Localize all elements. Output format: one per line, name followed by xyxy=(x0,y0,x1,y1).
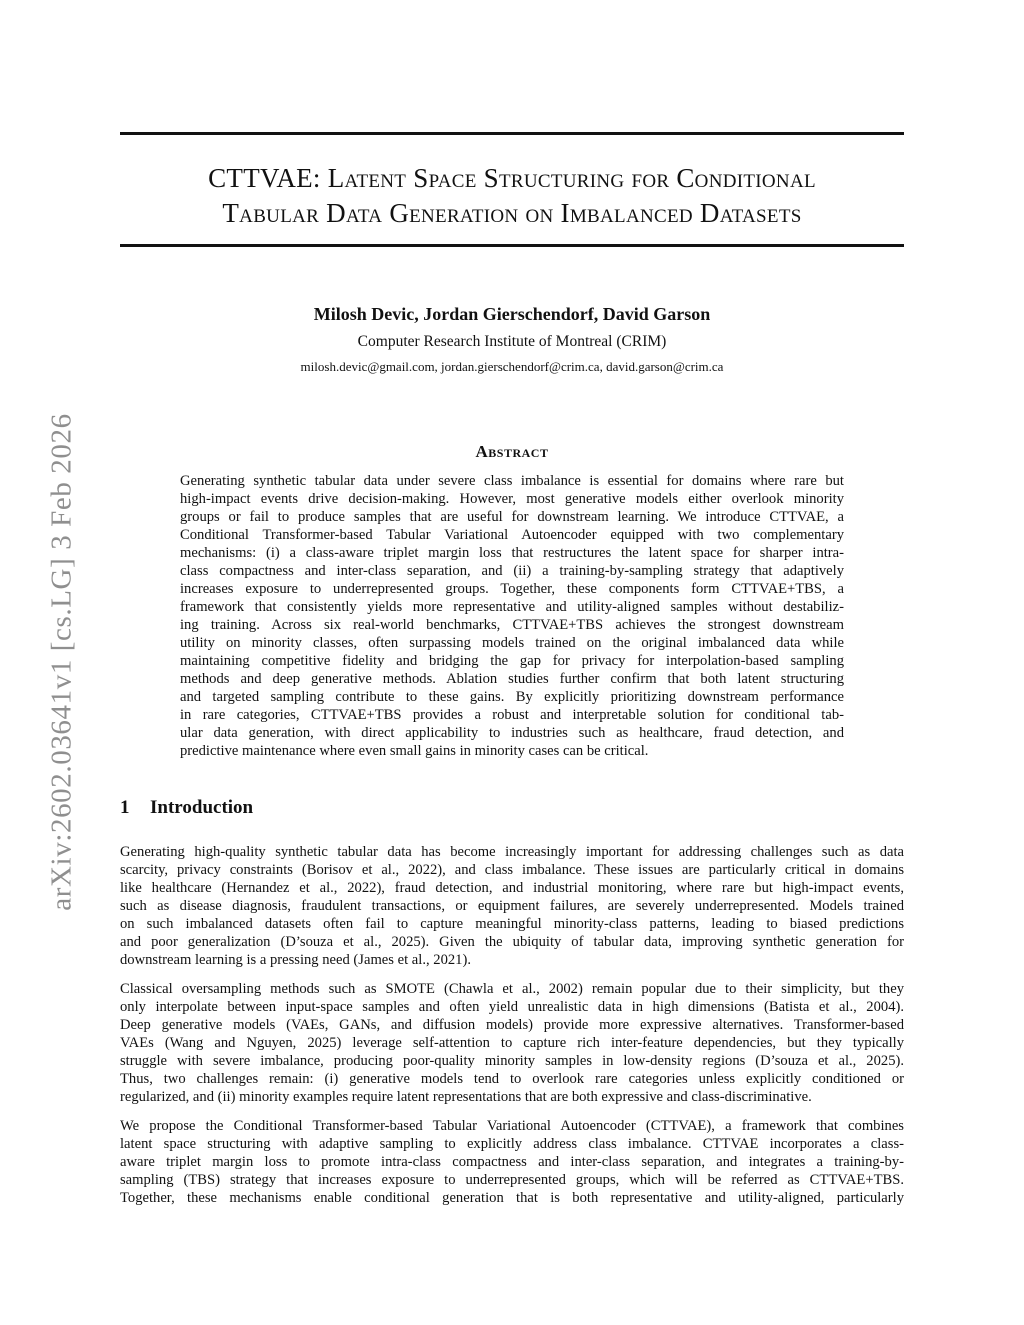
paragraph-line: regularized, and (ii) minority examples require latent representations that are both expressive and class-discriminative. xyxy=(120,1089,812,1105)
abstract-line: ing training. Across six real-world benchmarks, CTTVAE+TBS achieves the strongest downstream xyxy=(180,617,844,633)
arxiv-identifier-stamp: arXiv:2602.03641v1 [cs.LG] 3 Feb 2026 xyxy=(45,413,78,911)
abstract-line: predictive maintenance where even small gains in minority cases can be critical. xyxy=(180,743,649,759)
abstract-line: utility on minority classes, often surpassing models trained on the original imbalanced data while xyxy=(180,635,844,651)
abstract-line: class compactness and inter-class separation, and (ii) a training-by-sampling strategy that adaptively xyxy=(180,563,844,579)
paragraph-line: Thus, two challenges remain: (i) generative models tend to overlook rare categories unless explicitly conditioned or xyxy=(120,1071,904,1087)
paragraph-line: Classical oversampling methods such as SMOTE (Chawla et al., 2002) remain popular due to their simplicity, but they xyxy=(120,981,904,997)
section-title: Introduction xyxy=(150,797,254,818)
abstract-line: framework that consistently yields more representative and utility-aligned samples without destabiliz- xyxy=(180,599,844,615)
abstract-line: ular data generation, with direct applicability to industries such as healthcare, fraud detection, and xyxy=(180,725,844,741)
abstract-line: mechanisms: (i) a class-aware triplet margin loss that restructures the latent space for sharper intra- xyxy=(180,545,844,561)
paragraph-line: latent space structuring with adaptive sampling to explicitly address class imbalance. CTTVAE incorporates a class- xyxy=(120,1136,904,1152)
abstract-line: maintaining competitive fidelity and bridging the gap for privacy for interpolation-based sampling xyxy=(180,653,844,669)
paragraph-line: Together, these mechanisms enable conditional generation that is both representative and utility-aligned, particularly xyxy=(120,1190,904,1206)
affiliation: Computer Research Institute of Montreal (CRIM) xyxy=(357,333,667,350)
paragraph-line: Deep generative models (VAEs, GANs, and diffusion models) provide more expressive alternatives. Transformer-based xyxy=(120,1017,904,1033)
paragraph-line: scarcity, privacy constraints (Borisov et al., 2022), and class imbalance. These issues are particularly critical in domains xyxy=(120,862,904,878)
paragraph-line: VAEs (Wang and Nguyen, 2025) leverage self-attention to capture rich inter-feature dependencies, but they typically xyxy=(120,1035,904,1051)
abstract-line: Conditional Transformer-based Tabular Variational Autoencoder equipped with two complementary xyxy=(180,527,844,543)
abstract-line: and targeted sampling contribute to these gains. By explicitly prioritizing downstream performance xyxy=(180,689,844,705)
author-list: Milosh Devic, Jordan Gierschendorf, David Garson xyxy=(313,304,711,324)
title-bottom-rule xyxy=(120,244,904,247)
section-number: 1 xyxy=(120,797,130,818)
abstract-line: Generating synthetic tabular data under severe class imbalance is essential for domains where rare but xyxy=(180,473,844,489)
abstract-line: in rare categories, CTTVAE+TBS provides a robust and interpretable solution for conditional tab- xyxy=(180,707,844,723)
paragraph-line: and poor generalization (D’souza et al., 2025). Given the ubiquity of tabular data, improving synthetic generation for xyxy=(120,934,904,950)
paragraph-line: Generating high-quality synthetic tabular data has become increasingly important for addressing challenges such as data xyxy=(120,844,904,860)
paragraph-line: sampling (TBS) strategy that increases exposure to underrepresented groups, which will be referred as CTTVAE+TBS. xyxy=(120,1172,904,1188)
paragraph-line: such as disease diagnosis, fraudulent transactions, or equipment failures, are severely underrepresented. Models trained xyxy=(120,898,904,914)
abstract-line: methods and deep generative methods. Ablation studies further confirm that both latent structuring xyxy=(180,671,844,687)
section-heading-introduction xyxy=(120,796,253,820)
abstract-line: high-impact events drive decision-making. However, most generative models either overlook minority xyxy=(180,491,844,507)
paper-title-line-2: Tabular Data Generation on Imbalanced Datasets xyxy=(222,198,802,228)
abstract-heading: Abstract xyxy=(475,442,549,461)
paragraph-line: struggle with severe imbalance, producing poor-quality minority samples in low-density regions (D’souza et al., 2025). xyxy=(120,1053,904,1069)
paragraph-line: aware triplet margin loss to promote intra-class compactness and inter-class separation, and integrates a training-by- xyxy=(120,1154,904,1170)
paragraph-line: downstream learning is a pressing need (James et al., 2021). xyxy=(120,952,471,968)
paper-title-line-1: CTTVAE: Latent Space Structuring for Conditional xyxy=(208,163,816,193)
paragraph-line: only interpolate between input-space samples and often yield unrealistic data in high dimensions (Batista et al., 2004). xyxy=(120,999,904,1015)
author-emails: milosh.devic@gmail.com, jordan.gierschendorf@crim.ca, david.garson@crim.ca xyxy=(300,359,724,374)
abstract-line: increases exposure to underrepresented groups. Together, these components form CTTVAE+TBS, a xyxy=(180,581,844,597)
paragraph-line: on such imbalanced datasets often fail to capture meaningful minority-class patterns, leading to biased predictions xyxy=(120,916,904,932)
abstract-line: groups or fail to produce samples that are useful for downstream learning. We introduce CTTVAE, a xyxy=(180,509,844,525)
title-top-rule xyxy=(120,132,904,135)
paragraph-line: like healthcare (Hernandez et al., 2022), fraud detection, and industrial monitoring, where rare but high-impact events, xyxy=(120,880,904,896)
paragraph-line: We propose the Conditional Transformer-based Tabular Variational Autoencoder (CTTVAE), a framework that combines xyxy=(120,1118,904,1134)
